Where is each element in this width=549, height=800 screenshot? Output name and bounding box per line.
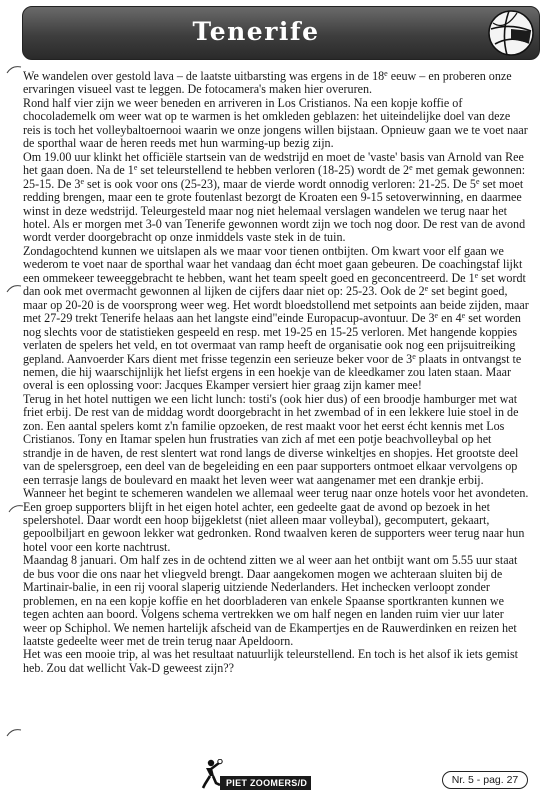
binder-hole-mark [6,727,22,737]
page-number-badge: Nr. 5 - pag. 27 [442,771,528,789]
paragraph: We wandelen over gestold lava – de laatste uitbarsting was ergens in de 18e eeuw – en proberen onze ervaringen visueel vast te leggen. De fotocamera's maken hier overuren. [23,69,512,97]
binder-hole-mark [6,64,22,74]
paragraph: Terug in het hotel nuttigen we een licht lunch: tosti's (ook hier dus) of een broodje hamburger met wat friet erbij. De rest van de middag wordt doorgebracht in het zwembad of in een lekkere luie stoel in de zon. Een aantal spelers komt z'n familie opzoeken, de rest maakt voor het eerst écht kennis met Los Cristianos. Tony en Itamar spelen hun frustraties van zich af met een potje beachvolleybal op het strandje in de haven, de rest slentert wat rond langs de diverse winkeltjes en shopjes. Het grootste deel van de spelersgroep, een deel van de begeleiding en een paar supporters ontmoet elkaar vervolgens op een terrasje langs de boulevard en maakt het leven weer wat aangenamer met een drankje erbij. Wanneer het begint te schemeren wandelen we allemaal weer terug naar onze hotels voor het avondeten. Een groep supporters blijft in het eigen hotel achter, een gedeelte gaat de avond op bezoek in het spelershotel. Daar wordt een hoop bijgekletst (niet alleen maar volleybal), gecomputert, gekaart, gepoolbiljart en gewoon lekker wat gedronken. Rond twaalven keren de supporters weer terug naar hun hotel voor een korte nachtrust. [23,391,529,554]
binder-hole-mark [8,503,24,513]
footer-logo [200,759,340,793]
volleyball-icon [487,9,535,57]
paragraph: Zondagochtend kunnen we uitslapen als we maar voor tienen ontbijten. Om kwart voor elf gaan we wederom te voet naar de sporthal waar het vandaag dan écht moet gaan gebeuren. De coachingstaf lijkt een ommekeer teweeggebracht te hebben, want het team speelt goed en geconcentreerd. De 1e set wordt dan ook met overmacht gewonnen al lijken de cijfers daar niet op: 25-23. Ook de 2e set begint goed, maar op 20-20 is de voorsprong weer weg. Het wordt bloedstollend met setpoints aan beide zijden, maar met 27-29 trekt Tenerife helaas aan het langste eind"einde Europacup-avontuur. De 3e en 4e set worden nog slechts voor de statistieken gespeeld en resp. met 19-25 en 15-25 verloren. Met hangende koppies verlaten de spelers het veld, en tot overmaat van ramp heeft de organisatie ook nog een prijsuitreiking gepland. Aanvoerder Kars dient met frisse tegenzin een serieuze beker voor de 3e plaats in ontvangst te nemen, die hij waarschijnlijk het liefst ergens in een hoekje van de kleedkamer zou laten staan. Maar overal is een oplossing voor: Jacques Ekamper versiert hier graag zijn kamer mee! [23,243,529,393]
paragraph: Om 19.00 uur klinkt het officiële startsein van de wedstrijd en moet de 'vaste' basis van Arnold van Ree het gaan doen. Na de 1e set teleurstellend te hebben verloren (18-25) wordt de 2e met gemak gewonnen: 25-15. De 3e set is ook voor ons (25-23), maar de vierde wordt onnodig verloren: 21-25. De 5e set moet redding brengen, maar een te grote foutenlast bezorgt de Kroaten een 9-15 setoverwinning, en daarmee winst in deze wedstrijd. Teleurgesteld maar nog niet helemaal verslagen wandelen we terug naar het hotel. Als er morgen met 3-0 van Tenerife gewonnen wordt zijn we toch nog door. De rest van de avond wordt verder doorgebracht op onze inmiddels vaste stek in de tuin. [23,149,526,245]
binder-hole-mark [6,283,22,293]
article-body [23,70,529,675]
paragraph: Rond half vier zijn we weer beneden en arriveren in Los Cristianos. Na een kopje koffie of chocolademelk om weer wat op te warmen is het omkleden geblazen: het uiteindelijke doel van deze reis is toch het volleybaltoernooi waarin we onze jongens willen bijstaan. Opnieuw gaan we te voet naar de sporthal waar de heren reeds met hun warming-up bezig zijn. [23,95,528,151]
page-title: Tenerife [192,17,320,46]
paragraph: Maandag 8 januari. Om half zes in de ochtend zitten we al weer aan het ontbijt want om 5.55 uur staat de bus voor die ons naar het vliegveld brengt. Daar aangekomen mogen we achteraan sluiten bij de Martinair-balie, in een rij vooral slaperig uitziende Nederlanders. Het inchecken verloopt zonder problemen, en na een kopje koffie en het doorbladeren van enkele Spaanse sportkranten kunnen we tegen achten aan boord. Volgens schema vertrekken we om half negen en landen ruim vier uur later weer op Schiphol. We nemen hartelijk afscheid van de Ekampertjes en de Rauwerdinken en reizen het laatste gedeelte weer met de trein terug naar Apeldoorn. [23,553,518,649]
logo-text: PIET ZOOMERS/D [220,776,311,790]
page-header-banner [22,6,540,60]
paragraph: Het was een mooie trip, al was het resultaat natuurlijk teleurstellend. En toch is het alsof ik iets gemist heb. Zou dat wellicht Vak-D geweest zijn?? [23,647,519,675]
